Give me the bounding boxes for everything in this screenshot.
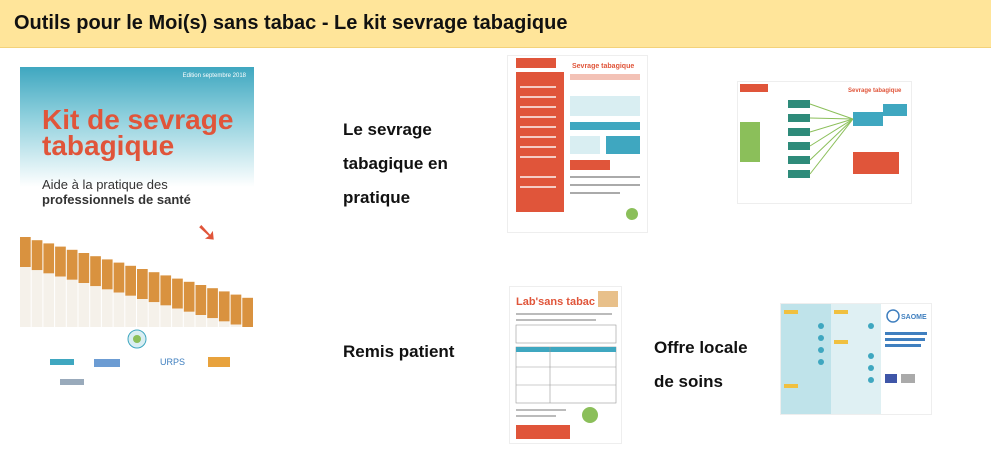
cigarette-filter <box>43 243 54 273</box>
svg-text:Sevrage tabagique: Sevrage tabagique <box>848 88 902 94</box>
cigarette-body <box>219 321 230 327</box>
cigarette-filter <box>32 240 43 270</box>
cigarette-body <box>172 309 183 327</box>
svg-text:Sevrage tabagique: Sevrage tabagique <box>572 63 635 70</box>
cigarette-body <box>196 315 207 327</box>
cigarette-filter <box>219 291 230 321</box>
cigarette-filter <box>149 272 160 302</box>
cigarette-body <box>79 283 90 327</box>
cigarette-filter <box>231 295 242 325</box>
cigarette-filter <box>242 298 253 327</box>
cigarette-filter <box>196 285 207 315</box>
cigarette-body <box>184 312 195 327</box>
cigarettes-illustration <box>20 227 254 327</box>
cigarette-body <box>231 325 242 327</box>
cigarette-body <box>125 296 136 327</box>
cover-title: Kit de sevrage tabagique <box>42 104 234 161</box>
arrow-down-right-icon: ➘ <box>196 217 218 247</box>
cigarette-filter <box>125 266 136 296</box>
label-offre-locale: Offre locale de soins <box>654 338 748 391</box>
cigarette-body <box>32 270 43 327</box>
svg-text:Lab'sans tabac: Lab'sans tabac <box>516 296 596 308</box>
cigarette-body <box>160 305 171 327</box>
cigarette-filter <box>184 282 195 312</box>
sevrage-flowchart-thumbnail <box>737 81 912 204</box>
cigarette-body <box>207 318 218 327</box>
kit-cover-image <box>20 67 254 393</box>
partner-logos <box>20 329 254 393</box>
header-bar <box>0 0 991 48</box>
cover-edition: Edition septembre 2018 <box>182 73 246 79</box>
cover-subtitle: Aide à la pratique des professionnels de santé <box>42 177 191 207</box>
cigarette-body <box>102 289 113 327</box>
cigarette-filter <box>102 259 113 289</box>
label-sevrage-pratique: Le sevrage tabagique en pratique <box>343 120 448 207</box>
cigarette-filter <box>172 279 183 309</box>
svg-text:URPS: URPS <box>160 357 186 367</box>
svg-text:SAOME: SAOME <box>901 314 927 321</box>
cigarette-filter <box>20 237 31 267</box>
cigarette-body <box>43 273 54 327</box>
cigarette-body <box>20 267 31 327</box>
cigarette-filter <box>55 247 66 277</box>
label-remis-patient: Remis patient <box>343 342 455 361</box>
cigarette-filter <box>207 288 218 318</box>
sevrage-document-thumbnail <box>507 55 648 233</box>
cigarette-filter <box>160 275 171 305</box>
cigarette-body <box>90 286 101 327</box>
cigarette-body <box>137 299 148 327</box>
cigarette-body <box>55 277 66 327</box>
remis-patient-thumbnail <box>509 286 622 444</box>
offre-soins-thumbnail <box>780 303 932 415</box>
page-title: Outils pour le Moi(s) sans tabac - Le kit sevrage tabagique <box>14 12 568 34</box>
cigarette-body <box>67 280 78 327</box>
cigarette-filter <box>67 250 78 280</box>
cigarette-body <box>114 293 125 327</box>
cigarette-filter <box>137 269 148 299</box>
cigarette-filter <box>90 256 101 286</box>
cigarette-body <box>149 302 160 327</box>
cigarette-filter <box>79 253 90 283</box>
cigarette-filter <box>114 263 125 293</box>
